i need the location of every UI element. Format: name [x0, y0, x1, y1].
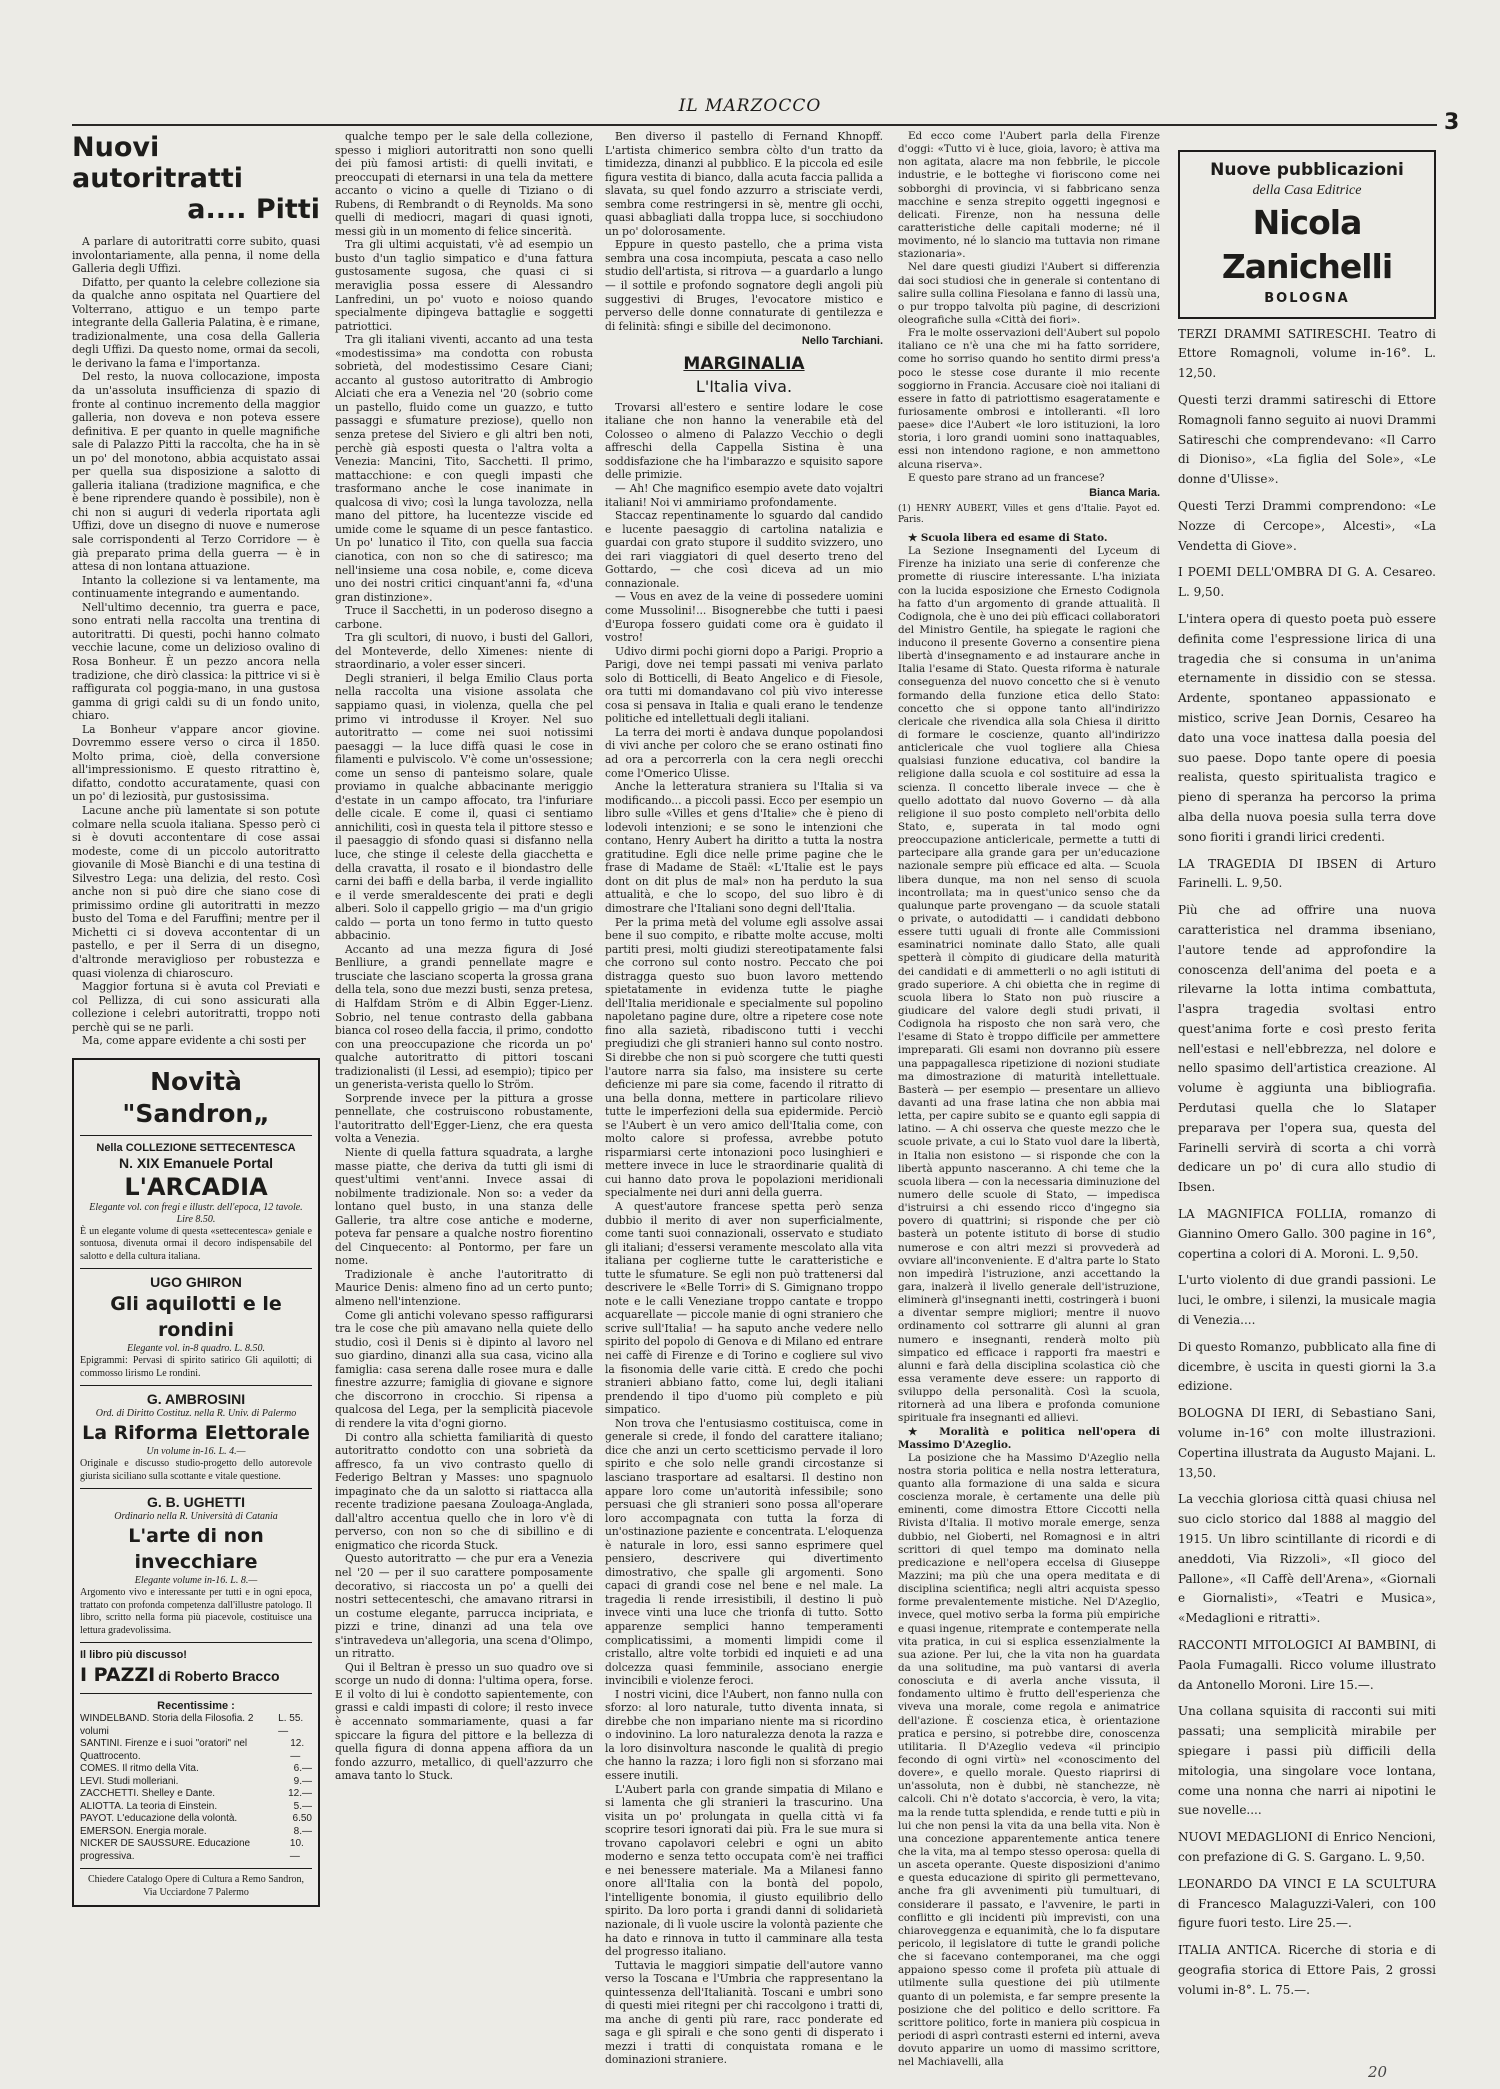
header-rule — [72, 124, 1437, 126]
ad-footer: Chiedere Catalogo Opere di Cultura a Remo Sandron, Via Ucciardone 7 Palermo — [87, 1874, 305, 1898]
list-item — [80, 1788, 312, 1801]
article-title-line-2: a.... Pitti — [187, 194, 320, 225]
list-item-price: 9.— — [293, 1775, 312, 1787]
paragraph: — Vous en avez de la veine di possedere uomini come Mussolini!... Bisognerebbe che tutti i paesi d'Europa fossero guidati come ora è guidato il vostro! — [605, 590, 883, 645]
ad-author: UGO GHIRON — [150, 1274, 242, 1291]
ad-book-text: Epigrammi: Pervasi di spirito satirico Gli aquilotti; di commosso lirismo Le rondini. — [80, 1355, 312, 1379]
ad-book-text: È un elegante volume di questa «settecentesca» geniale e sontuosa, divenuta ormai il decoro indispensabile del salotto e della cultura italiana. — [80, 1225, 312, 1262]
column-3 — [605, 130, 883, 2067]
list-item — [80, 1826, 312, 1839]
list-item — [80, 1801, 312, 1814]
list-item — [80, 1713, 312, 1738]
paragraph: Per la prima metà del volume egli assolve assai bene il suo compito, e ribatte molte accuse, molti partiti presi, molti giudizi stereotipatamente falsi che corrono sul conto nostro. Peccato che poi distragga questo suo buon lavoro mettendo spietatamente in evidenza tutte le piaghe dell'Italia meridionale e specialmente sul popolino napoletano pagine dure, oltre a ripetere cose note fino alla sazietà, ribadiscono tutti i vecchi pregiudizi che gli stranieri hanno sul conto nostro. Si direbbe che non si può scorgere che tutti questi l'autore narra sia falso, ma insistere su certe deficienze mi pare sia come, facendo il ritratto di una bella donna, mettere in particolare rilievo tutte le imperfezioni della sua epidermide. Perciò se l'Aubert è un vero amico dell'Italia come, con molto calore si professa, avrebbe potuto risparmiarsi certe intonazioni poco lusinghieri e mettere invece in luce le straordinarie qualità di cui hanno dato prova le popolazioni meridionali specialmente nei duri anni della guerra. — [605, 915, 883, 1200]
book-description: Più che ad offrire una nuova caratteristica nel dramma ibseniano, l'autore tende ad approfondire la conoscenza dell'anima del poeta e a rilevarne la lotta intima combattuta, l'aspra tragedia svoltasi entro quest'anima forte e così presto ferita nell'estasi e nell'ebbrezza, nel dolore e nello spasimo dell'artistica creazione. Al volume è aggiunta una bibliografia. Perdutasi quella che lo Slataper preparava per l'opera sua, questa del Farinelli servirà di scorta a chi vorrà dedicare un po' di cura allo studio di Ibsen. — [1178, 903, 1436, 1195]
paragraph: Non trova che l'entusiasmo costituisca, come in generale si crede, il fondo del carattere italiano; dice che anzi un certo scetticismo pervade il loro spirito e che solo nelle grandi circostanze si lasciano trasportare ad esaltarsi. Il destino non appare loro come un'autorità infessibile; sono persuasi che gli stranieri sono possa all'operare loro accompagnata con tutta la forza di un'ostinazione paziente e concentrata. L'eloquenza è naturale in loro, essi sanno esprimere quel pensiero, descrivere qui divertimento dimostrativo, che spalle gli argomenti. Sono capaci di grandi cose nel bene e nel male. La tragedia li rende irresistibili, il destino li può invece vinti una luce che trionfa di tutto. Sotto apparenze semplici hanno temperamenti complicatissimi, a momenti limpidi come il cristallo, altre volte torbidi ed inquieti e ad una dolcezza quasi femminile, associano energie invincibili e violenze feroci. — [605, 1416, 883, 1688]
paragraph: Accanto ad una mezza figura di José Benlliure, a grandi pennellate magre e trusciate che lasciano scoperta la grossa grana della tela, sono due mezzi busti, senza pretesa, di Halfdam Ström e di Albin Egger-Lienz. Sobrio, nel tenue contrasto della gabbana bianca col roseo della faccia, il primo, condotto con una preoccupazione che ricorda un po' qualche autoritratto di pittori toscani tradizionalisti (il Lessi, ad esempio); tipico per un generista-verista quello lo Ström. — [335, 942, 593, 1092]
paragraph: Staccaz repentinamente lo sguardo dal candido e lucente paesaggio di cartolina natalizia e guardai con grato stupore il suddito svizzero, uno dei rari viaggiatori di quel deserto treno del Gottardo, — che così diceva ad un mio connazionale. — [605, 509, 883, 590]
list-item-title: WINDELBAND. Storia della Filosofia. 2 volumi — [80, 1713, 254, 1737]
list-item-title: ALIOTTA. La teoria di Einstein. — [80, 1800, 218, 1812]
divider — [80, 1385, 312, 1386]
ad-book-title: Gli aquilotti e le rondini — [110, 1293, 282, 1342]
list-item-price: 8.— — [293, 1825, 312, 1837]
paragraph: Anche la letteratura straniera su l'Italia si va modificando... a piccoli passi. Ecco per esempio un libro sulle «Villes et gens d'Italie» che è pieno di lodevoli intenzioni; e se sono le intenzioni che contano, Henry Aubert ha diritto a tutta la nostra gratitudine. Egli dice nelle prime pagine che le frase di Madame de Staël: «L'Italie est le pays dont on dit plus de mal» non ha perduto la sua attualità, e che lo scopo, del suo libro è di dimostrare che l'Italiani sono degni dell'Italia. — [605, 780, 883, 915]
ad-author-role: Ordinario nella R. Università di Catania — [114, 1511, 278, 1523]
ad-author: G. B. UGHETTI — [147, 1494, 245, 1511]
publisher-name: Nicola Zanichelli — [1221, 202, 1393, 286]
book-listing: TERZI DRAMMI SATIRESCHI. Teatro di Ettore Romagnoli, volume in-16°. L. 12,50. — [1178, 326, 1436, 381]
list-item — [80, 1738, 312, 1763]
ad-recent-list — [80, 1713, 312, 1863]
book-description: Questi Terzi Drammi comprendono: «Le Nozze di Cercope», Alcesti», «La Vendetta di Giove». — [1178, 498, 1436, 553]
paragraph: — Ah! Che magnifico esempio avete dato vojaltri italiani! Noi vi ammiriamo profondamente. — [605, 482, 883, 509]
paragraph: Tra gli ultimi acquistati, v'è ad esempio un busto d'un taglio simpatico e d'una fattura gustosamente sugosa, che quasi ci si meraviglia possa essere di Alessandro Lanfredini, un po' vuoto e noioso quando specialmente dipingeva battaglie e soggetti patriottici. — [335, 238, 593, 333]
ad-book-text: Originale e discusso studio-progetto dello autorevole giurista siciliano sulla scottante e vitale questione. — [80, 1458, 312, 1482]
book-listing: ITALIA ANTICA. Ricerche di storia e di geografia storica di Ettore Pais, 2 grossi volumi in-8°. L. 75.—. — [1178, 1943, 1436, 1997]
list-item-title: NICKER DE SAUSSURE. Educazione progressiva. — [80, 1838, 251, 1862]
list-item-price: 6.50 — [292, 1813, 312, 1825]
column-1 — [72, 130, 320, 1907]
ad-tagline: Il libro più discusso! — [80, 1649, 187, 1662]
paragraph: A parlare di autoritratti corre subito, quasi involontariamente, alla penna, il nome della Galleria degli Uffizi. — [72, 235, 320, 276]
paragraph: Trovarsi all'estero e sentire lodare le cose italiane che non hanno la venerabile età del Colosseo o almeno di Palazzo Vecchio o degli affreschi della Cappella Sistina è una soddisfazione che ha l'imbarazzo e squisito sapore delle primizie. — [605, 400, 883, 482]
book-description: L'urto violento di due grandi passioni. Le luci, le ombre, i silenzi, la musicale magia di Venezia.... — [1178, 1273, 1436, 1328]
book-description: L'intera opera di questo poeta può essere definita come l'espressione lirica di una tragedia che si consuma in un'anima eternamente in dissidio con se stessa. Ardente, spontaneo appassionato e mistico, scrive Jean Dornis, Cesareo ha dato una voce inattesa dalla poesia del suo paese. Dopo tante opere di poesia realista, questo spiritualista tragico e pieno di speranza ha percorso la prima alba della nuova poesia sulla terra dove sono fioriti i grandi lirici credenti. — [1178, 611, 1436, 844]
section-heading: MARGINALIA — [683, 353, 805, 374]
paragraph: La Bonheur v'appare ancor giovine. Dovremmo essere verso o circa il 1850. Molto prima, cioè, della conversione all'impressionismo. E questo ritrattino è, difatto, condotto accuratamente, quasi con un po' di leziosità, pur gustosissima. — [72, 722, 320, 804]
paragraph: Eppure in questo pastello, che a prima vista sembra una cosa incompiuta, pescata a caso nello studio dell'artista, si ritrova — a guardarlo a lungo — il sottile e profondo sognatore degli angoli più suggestivi di Bruges, l'evocatore mistico e perverso delle donne connaturate di gentilezza e di felinità: sfingi e sibille del decimonono. — [605, 238, 883, 333]
ad-number: N. XIX — [118, 1154, 160, 1171]
paragraph: qualche tempo per le sale della collezione, spesso i migliori autoritratti non sono quelli dei più famosi artisti: di quelli invitati, e preoccupati di eternarsi in una tela da mettere accanto o vicino a quelle di Tiziano o di Rubens, di Rembrandt o di Reynolds. Ma sono quelli di mediocri, magari di quasi ignoti, messi giù in un momento di felice sincerità. — [335, 130, 593, 238]
paragraph: Tuttavia le maggiori simpatie dell'autore vanno verso la Toscana e l'Umbria che rappresentano la quintessenza dell'Italianità. Toscani e umbri sono di questi miei ritegni per chi raccolgono i tratti di, ma anche di genti più rare, racc ponderate ed saga e gli spirali e che sono genti di disperato i mezzi i tratti di conquistata romana e le dominazioni straniere. — [605, 1958, 883, 2067]
paragraph: La Sezione Insegnamenti del Lyceum di Firenze ha iniziato una serie di conferenze che promette di riuscire interessante. L'ha iniziata con la lucida esposizione che Ernesto Codignola ha fatto d'un argomento di grande attualità. Il Codignola, che è uno dei più efficaci collaboratori del Ministro Gentile, ha spiegate le ragioni che inducono il presente Governo a consentire piena libertà d'insegnamento e ad instaurare anche in Italia l'esame di Stato. Questa riforma è naturale conseguenza del nuovo concetto che si è venuto formando della funzione etica dello Stato: concetto che si oppone tanto all'indirizzo clericale che rivendica alla sola Chiesa il diritto di formare le coscienze, quanto all'indirizzo anticlericale che vuol togliere alla Chiesa qualsiasi funzione educativa, col bandire la religione dalla scuola e col sostituire ad essa la scienza. Il concetto liberale invece — che è quello adottato dal nuovo Governo — dà alla religione il suo posto completo nell'orbita dello Stato, e, superata in tal modo ogni preoccupazione anticlericale, permette a tutti di partecipare alla grande gara per un'educazione nazionale sempre più efficace ed alta. — Scuola libera dunque, ma non nel senso di scuola incontrollata; ma in quest'unico senso che da qualunque parte provengano — da scuole statali o private, o autodidatti — i candidati debbono essere tutti uguali di fronte alle Commissioni esaminatrici nominate dallo Stato, alle quali spetterà il còmpito di giudicare della maturità dei candidati e di ammetterli o no agli istituti di grado superiore. A chi obietta che in regime di scuola libera lo Stato non può riuscire a giudicare del valore degli studi privati, il Codignola ha risposto che non sarà vero, che l'esame di Stato è troppo difficile per ammettere impreparati. Gli esami non dovranno più essere una pappagallesca ripetizione di nozioni studiate ma dimostrazione di maturità intellettuale. Basterà — per esempio — presentare un allievo davanti ad una frase latina che non abbia mai letta, per capire subito se e quanto egli sappia di latino. — A chi osserva che queste mezzo che le scuole private, a cui lo Stato vuol dare la libertà, in Italia non esistono — si risponde che con la libertà appunto nasceranno. A chi teme che la scuola libera — con la necessaria diminuzione del numero delle scuole di Stato, — impedisca d'istruirsi a chi essendo ricco d'ingegno sia povero di quattrini; si risponde che per ciò basterà un potente istituto di borse di studio numerose e con altri mezzi si provvederà ad ovviare all'inconveniente. E d'altra parte lo Stato non impedirà l'istruzione, anzi accettando la gara, inalzerà il livello generale dell'istruzione, eliminerà gl'insegnanti inetti, costringerà i buoni a diventar sempre migliori; mentre il nuovo ordinamento col sottrarre gli alunni al gran numero e insegnanti, renderà molto più simpatico ed efficace i rapporti fra maestri e alunni e farà della disciplina scolastica ciò che essa veramente deve essere: un rapporto di sviluppo della personalità. Così la scuola, ritornerà ad una libera e profonda comunione spirituale fra insegnanti ed allievi. — [898, 545, 1160, 1425]
divider — [80, 1642, 312, 1643]
news-heading: ★ Scuola libera ed esame di Stato. — [908, 531, 1108, 544]
author-signature: Nello Tarchiani. — [801, 335, 883, 348]
list-item-price: L. 55.— — [278, 1713, 304, 1737]
list-item-price: 10.— — [289, 1838, 304, 1862]
paragraph: Sorprende invece per la pittura a grosse pennellate, che costruiscono robustamente, l'autoritratto dell'Egger-Lienz, che era questa volta a Venezia. — [335, 1091, 593, 1146]
list-item — [80, 1763, 312, 1776]
handwritten-note: 20 — [1368, 2063, 1388, 2081]
paragraph: Tra gli italiani viventi, accanto ad una testa «modestissima» ma condotta con robusta sobrietà, del modestissimo Cesare Ciani; accanto al gustoso autoritratto di Ambrogio Alciati che era a Venezia nel '20 (sobrio come un pastello, fluido come un guazzo, e tutto passaggi e sfumature preziose), quello non senza pretese del Siviero e gli altri ben noti, perchè già esposti questa o l'altra volta a Venezia: Mancini, Tito, Sacchetti. Il primo, mattacchione: e con quegli impasti che trasformano anche le cose inanimate in qualcosa di vivo; così la lunga tavolozza, nella mano del pittore, ha lucentezze viscide ed umide come le squame di un pesce fantastico. Un po' lunatico il Tito, con quella sua faccia cianotica, con non so che di satiresco; ma nell'insieme una cosa nobile, e, come diceva uno dei nostri critici cinquant'anni fa, «d'una gran distinzione». — [335, 333, 593, 604]
ad-author-name: Emanuele Portal — [163, 1154, 274, 1171]
list-item-title: LEVI. Studi molleriani. — [80, 1775, 179, 1787]
list-item-title: PAYOT. L'educazione della volontà. — [80, 1813, 238, 1825]
divider — [80, 1488, 312, 1489]
paragraph: Nell'ultimo decennio, tra guerra e pace, sono entrati nella raccolta una trentina di autoritratti. Di questi, pochi hanno colmato vecchie lacune, come un delizioso ovalino di Rosa Bonheur. È un pezzo ancora nella tradizione, che dirò classica: la pittrice vi si è raffigurata col poggia-mano, in una gustosa gamma di grigi caldi su di un fondo unito, chiaro. — [72, 600, 320, 723]
paragraph: Lacune anche più lamentate si son potute colmare nella scuola italiana. Spesso però ci si è dovuti accontentare di cose assai modeste, come di un piccolo autoritratto giovanile di Mosè Bianchi e di una testina di Silvestro Lega: una delizia, del resto. Così anche non si può dire che siano cose di primissimo ordine gli autoritratti in mezzo busto del Toma e del Faruffini; mentre per il Michetti ci si doveva accontentar di un pastello, e per il Serra di un disegno, d'altronde meraviglioso per robustezza e quasi violenza di chiaroscuro. — [72, 803, 320, 980]
publisher-box — [1178, 150, 1436, 319]
article-title-line-1: Nuovi autoritratti — [72, 132, 243, 194]
paragraph: Tradizionale è anche l'autoritratto di Maurice Denis: almeno fino ad un certo punto; almeno nell'intenzione. — [335, 1267, 593, 1309]
list-item-title: EMERSON. Energia morale. — [80, 1825, 207, 1837]
paragraph: Maggior fortuna si è avuta col Previati e col Pellizza, di cui sono assicurati alla collezione i celebri autoritratti, troppo noti perchè qui se ne parli. — [72, 980, 320, 1034]
paragraph: La terra dei morti è andava dunque popolandosi di vivi anche per coloro che se erano ostinati fino ad ora a percorrerla con la cera negli orecchi come l'Omerico Ulisse. — [605, 725, 883, 780]
paragraph: Difatto, per quanto la celebre collezione sia da qualche anno ospitata nel Quartiere del Volterrano, attiguo e un tempo parte integrante della Galleria Palatina, è e rimane, tradizionalmente, una cosa della Galleria degli Uffizi. Da questo nome, ormai da secoli, le derivano la fama e l'importanza. — [72, 275, 320, 370]
ad-book-title: L'arte di non invecchiare — [128, 1525, 264, 1574]
paragraph: Udivo dirmi pochi giorni dopo a Parigi. Proprio a Parigi, dove nei tempi passati mi veniva parlato solo di Botticelli, di Beato Angelico e di Fiesole, ora tutti mi domandavano col più vivo interesse cosa si pensava in Italia e quali erano le tendenze politiche ed intellettuali degli italiani. — [605, 644, 883, 726]
book-listing: LEONARDO DA VINCI E LA SCULTURA di Francesco Malaguzzi-Valeri, con 100 figure fuori testo. Lire 25.—. — [1178, 1876, 1436, 1931]
list-item-price: 6.— — [293, 1763, 312, 1775]
footnote: (1) HENRY AUBERT, Villes et gens d'Italie. Payot ed. Paris. — [898, 503, 1160, 525]
ad-book-desc: Elegante vol. con fregi e illustr. dell'epoca, 12 tavole. Lire 8.50. — [89, 1201, 303, 1225]
publisher-subline: della Casa Editrice — [1252, 183, 1362, 198]
section-subtitle: L'Italia viva. — [695, 376, 793, 396]
paragraph: Qui il Beltran è presso un suo quadro ove si scorge un nudo di donna: l'ultima opera, forse. E il volto di lui è condotto sapientemente, con grassi e caldi impasti di colore; il resto invece è accennato sommariamente, quasi a far spiccare la figura del pittore e la bellezza di quella figura di donna appena affiora da un fondo azzurro, metallico, di quell'azzurro che amava tanto lo Stuck. — [335, 1660, 593, 1783]
paragraph: Ed ecco come l'Aubert parla della Firenze d'oggi: «Tutto vi è luce, gioia, lavoro; è attiva ma non agitata, alacre ma non febbrile, le piccole industrie, e le botteghe vi fioriscono come nei sobborghi di provincia, vi si fabbricano senza macchine e senza strepito oggetti ingegnosi e delicati. Firenze, non ha nessuna delle caratteristiche delle capitali moderne; né il movimento, né lo slancio ma tuttavia non rimane stazionaria». — [898, 130, 1160, 261]
paragraph: A quest'autore francese spetta però senza dubbio il merito di aver non superficialmente, come tanti suoi connazionali, osservato e studiato gli italiani; d'essersi veramente mescolato alla vita italiana per coglierne tutte le caratteristiche e tutte le sfumature. Se egli non può trattenersi dal descrivere le «Belle Torri» di S. Gimignano troppo note e le calli Veneziane troppo cantate e troppo acquarellate — piccole manie di ogni straniero che scrive sull'Italia! — ha saputo anche vedere nello spirito del popolo di Genova e di Milano ed entrare nei caffè di Firenze e di Torino e cogliere sul vivo la fisonomia delle varie città. E credo che pochi stranieri abbiano fatto, come lui, degli italiani prendendo il tipo d'uomo più completo e più simpatico. — [605, 1200, 883, 1417]
paragraph: Niente di quella fattura squadrata, a larghe masse piatte, che deriva da tutti gli ismi di quest'ultimi vent'anni. Invece assai di nobilmente tradizionale. Non so: a veder da lontano quel busto, in una stanza delle Gallerie, tra altre cose antiche e moderne, poteva far pensare a qualche nostro fiorentino del Cinquecento: al Pontormo, per fare un nome. — [335, 1146, 593, 1268]
paragraph: Nel dare questi giudizi l'Aubert si differenzia dai soci studiosi che in generale si contentano di salire sulla collina Fiesolana e fanno di lassù una, o pur troppo talvolta più pagine, di descrizioni oleografiche sulla «Città dei fiori». — [898, 261, 1160, 326]
publisher-headline: Nuove pubblicazioni — [1210, 160, 1404, 180]
news-heading: ★ Moralità e politica nell'opera di Massimo D'Azeglio. — [898, 1425, 1160, 1451]
list-item-title: COMES. Il ritmo della Vita. — [80, 1763, 199, 1775]
ad-book-title: L'ARCADIA — [124, 1172, 268, 1201]
author-signature: Bianca Maria. — [1089, 486, 1160, 499]
list-item-title: ZACCHETTI. Shelley e Dante. — [80, 1788, 216, 1800]
paragraph: Truce il Sacchetti, in un poderoso disegno a carbone. — [335, 604, 593, 631]
book-listing: I POEMI DELL'OMBRA DI G. A. Cesareo. L. 9,50. — [1178, 565, 1436, 600]
paragraph: Ben diverso il pastello di Fernand Khnopff. L'artista chimerico sembra còlto d'un tratto da timidezza, dinanzi al pubblico. E la piccola ed esile figura vestita di bianco, dalla acuta faccia pallida a slavata, su quel fondo azzurro a strisciate verdi, sembra come restringersi in sè, mentre gli occhi, quasi abbagliati dalla troppa luce, si socchiudono un po' dolorosamente. — [605, 130, 883, 238]
book-listing: RACCONTI MITOLOGICI AI BAMBINI, di Paola Fumagalli. Ricco volume illustrato da Antonello Moroni. Lire 15.—. — [1178, 1638, 1436, 1692]
divider — [80, 1268, 312, 1269]
book-description: Una collana squisita di racconti sui miti passati; una semplicità mirabile per spiegare i passi più difficili della mitologia, una singolare voce lontana, come una nonna che narri ai nipotini le sue novelle.... — [1178, 1704, 1436, 1818]
paragraph: Come gli antichi volevano spesso raffigurarsi tra le cose che più amavano nella quiete dello studio, così il Denis si è dipinto al lavoro nel suo giardino, dinanzi alla sua casa, vicino alla famiglia: casa serena dalle rosee mura e dalle finestre azzurre; famiglia di giovane e signore che discorrono in crocchio. Si ripensa a qualcosa del Lega, per la semplicità piacevole di rendere la vita d'ogni giorno. — [335, 1308, 593, 1430]
divider — [80, 1135, 312, 1136]
ad-author: G. AMBROSINI — [146, 1391, 246, 1408]
paragraph: E questo pare strano ad un francese? — [908, 471, 1105, 484]
book-listing: NUOVI MEDAGLIONI di Enrico Nencioni, con prefazione di G. S. Gargano. L. 9,50. — [1178, 1830, 1436, 1864]
list-item-price: 5.— — [293, 1800, 312, 1812]
ad-book-title: La Riforma Elettorale — [82, 1422, 310, 1445]
running-head: IL MARZOCCO — [678, 96, 822, 116]
book-description: Questi terzi drammi satireschi di Ettore Romagnoli fanno seguito ai nuovi Drammi Satireschi che comprendevano: «Il Carro di Dioniso», «La figlia del Sole», «Le donne d'Ulisse». — [1178, 392, 1436, 487]
ad-book-text: Argomento vivo e interessante per tutti e in ogni epoca, trattato con profonda competenza dall'illustre patologo. Il libro, scritto nella forma più piacevole, costituisce una lettura gradevolissima. — [80, 1587, 312, 1636]
paragraph: Questo autoritratto — che pur era a Venezia nel '20 — per il suo carattere pomposamente decorativo, si riaccosta un po' a quelli dei nostri settecenteschi, che amavano ritrarsi in un costume elegante, parrucca incipriata, e pizzi e trine, dinanzi ad una tela ove s'intravedeva un'allegoria, una scena d'Olimpo, un ritratto. — [335, 1552, 593, 1661]
list-item — [80, 1838, 312, 1863]
book-description: La vecchia gloriosa città quasi chiusa nel suo ciclo storico dal 1888 al maggio del 1915. Un libro scintillante di ricordi e di aneddoti, Via Rizzoli», «Il gioco del Pallone», «Il Caffè dell'Arena», «Giornali e Giornalisti», «Teatri e Musica», «Medaglioni e ritratti». — [1178, 1492, 1436, 1626]
list-item-title: SANTINI. Firenze e i suoi "oratori" nel Quattrocento. — [80, 1738, 248, 1762]
list-item — [80, 1776, 312, 1789]
ad-headline: Novità "Sandron„ — [122, 1066, 270, 1128]
list-item — [80, 1813, 312, 1826]
sandron-advertisement — [72, 1058, 320, 1908]
ad-series: Nella COLLEZIONE SETTECENTESCA — [96, 1141, 296, 1154]
ad-author — [80, 1155, 312, 1172]
paragraph: Del resto, la nuova collocazione, imposta da un'assoluta insufficienza di spazio di fronte al continuo incremento della maggior galleria, non doveva e non poteva essere definitiva. E per quanto in quelle magnifiche sale di Palazzo Pitti la raccolta, che ha in sè un po' del monotono, abbia acquistato assai per quella sua disposizione a salotto di galleria italiana (tradizione magnifica, e che è bene riprendere quando è possibile), non è chi non si auguri di vederla riportata agli Uffizi, dove un disegno di nuove e numerose sale corrispondenti al Terzo Corridore — è già preparato prima della guerra — è in attesa di non lontana attuazione. — [72, 370, 320, 574]
ad-recent-heading: Recentissime : — [157, 1700, 235, 1713]
paragraph: La posizione che ha Massimo D'Azeglio nella nostra storia politica e nella nostra letteratura, quanto alla formazione di una salda e sicura coscienza morale, è certamente una delle più eminenti, come dimostra Ettore Ciccotti nella Rivista d'Italia. Il motivo morale emerge, senza dubbio, nel Gioberti, nel Romagnosi e in altri scrittori di quel tempo ma dominato nella predicazione e nell'opera eccelsa di Giuseppe Mazzini; ma più che una opera meditata e di disciplina scientifica; negli altri acquista spesso forme prevalentemente mistiche. Nel D'Azeglio, invece, quel motivo serba la forma più empiriche e quasi ingenue, ritemprate e contemperate nella vita pratica, in cui si esplica essenzialmente la sua azione. Per lui, che la vita non ha guardata da una solitudine, ma può vantarsi di averla conosciuta e di averla anche vissuta, il fondamento ultimo è frutto dell'esperienza che viveva una morale, come regola e animatrice dell'azione. È coscienza etica, è orientazione pratica e persino, si potrebbe dire, conoscenza utilitaria. Il D'Azeglio vedeva «il principio fecondo di ogni virtù» nel «conoscimento del dovere», e quello morale. Questo riaprirsi di un'assoluta, non è dubbi, nè stanchezze, nè calcoli. Chi n'è dotato s'accorcia, è vero, la vita; ma la rende tutta splendida, e rende tutti e più in lui che non pensi la vita da una bella vita. Non è una concezione apparentemente antica tenere che la vita, ma al tempo stesso operosa: quella di un asceta operante. Queste disposizioni d'animo e questa educazione di spirito gli permettevano, anche fra gli avvenimenti più tumultuari, di considerare il passato, e l'avvenire, le parti in conflitto e gli incidenti più imprevisti, con una chiaroveggenza e equanimità, che lo fa disputare pericolo, il legislatore di tutte le grandi poliche che si facevano contemporanei, ma che oggi appaiono spesso come il profeta più attuale di utilmente sulla questione dei più utilmente quanto di un polemista, e far sempre presente la posizione che del politico e dello scrittore. Fa scrittore politico, forte in maniera più cospicua in periodi di asprì contrasti esterni ed interni, aveva dovuto apparire un uomo di massimo scrittore, nel Machiavelli, alla — [898, 1451, 1160, 2069]
column-5 — [1178, 150, 1436, 2008]
ad-book-desc: Elegante volume in-16. L. 8.— — [134, 1575, 258, 1587]
page-number: 3 — [1444, 110, 1460, 135]
column-2 — [335, 130, 593, 1783]
book-listing: LA MAGNIFICA FOLLIA, romanzo di Giannino Omero Gallo. 300 pagine in 16°, copertina a colori di A. Moroni. L. 9,50. — [1178, 1207, 1436, 1261]
book-listing: LA TRAGEDIA DI IBSEN di Arturo Farinelli. L. 9,50. — [1178, 856, 1436, 891]
paragraph: Tra gli scultori, di nuovo, i busti del Gallori, del Monteverde, dello Ximenes: niente di straordinario, a voler esser sinceri. — [335, 631, 593, 672]
paragraph: Intanto la collezione si va lentamente, ma continuamente integrando e aumentando. — [72, 573, 320, 601]
book-listing: BOLOGNA DI IERI, di Sebastiano Sani, volume in-16° con molte illustrazioni. Copertina illustrata da Augusto Majani. L. 13,50. — [1178, 1406, 1436, 1480]
article-title — [72, 132, 320, 225]
column-4 — [898, 130, 1160, 2069]
divider — [80, 1693, 312, 1694]
ad-book-desc: Elegante vol. in-8 quadro. L. 8.50. — [127, 1343, 265, 1355]
ad-book-title: I PAZZI — [80, 1664, 156, 1687]
paragraph: Di contro alla schietta familiarità di questo autoritratto condotto con una sobrietà da affresco, fa un vivo contrasto quello di Federigo Beltran y Masses: uno spagnuolo impaginato che da un salotto si riattacca alla recente tradizione paesana Zouloaga-Anglada, dall'altro accentua quello che in loro v'è di perverso, con non so che di sibillino e di enigmatico che ricorda Stuck. — [335, 1430, 593, 1552]
paragraph: Degli stranieri, il belga Emilio Claus porta nella raccolta una visione assolata che sappiamo quasi, in violenza, quella che pel primo vi introdusse il Kroyer. Nel suo autoritratto — come nei suoi notissimi paesaggi — la luce diffà quasi le cose in filamenti e pulviscolo. V'è come un'ossessione; come un senso di panteismo solare, quale proviamo in qualche abbacinante meriggio d'estate in un campo affocato, tra l'infuriare delle cicale. E come il, quasi ci sentiamo annichiliti, così in questa tela il pittore stesso e il paesaggio di sfondo quasi si disfanno nella luce, che stinge il celeste della giacchetta e della cravatta, il rosato e il biondastro delle carni dei baffi e della barba, il verde ingiallito e il verde smeraldescente dei prati e degli alberi. Solo il cappello grigio — ma d'un grigio caldo — porta un tono fermo in tutto questo abbacinio. — [335, 671, 593, 943]
divider — [80, 1868, 312, 1869]
publisher-city: BOLOGNA — [1264, 290, 1350, 306]
paragraph: I nostri vicini, dice l'Aubert, non fanno nulla con sforzo: al loro naturale, tutto diventa innata, si direbbe che non impariano niente ma si ricordino o indovinino. La loro naturalezza denota la razza e la loro disinvoltura nasconde le qualità di pregio che hanno la razza; i loro figli non si sforzano mai essere inutili. — [605, 1687, 883, 1782]
ad-book-desc: Un volume in-16. L. 4.— — [146, 1446, 246, 1458]
list-item-price: 12.— — [288, 1788, 312, 1800]
list-item-price: 12.— — [290, 1738, 305, 1762]
book-description: Di questo Romanzo, pubblicato alla fine di dicembre, è uscita in questi giorni la 3.a edizione. — [1178, 1339, 1436, 1394]
ad-author-role: Ord. di Diritto Costituz. nella R. Univ. di Palermo — [95, 1408, 297, 1420]
paragraph: Fra le molte osservazioni dell'Aubert sul popolo italiano ce n'è una che mi ha fatto sorridere, come ho sorriso quando ho sentito dirmi press'a poco le stesse cose durante il mio recente soggiorno in Francia. Accusare cioè noi italiani di essere in fatto di patriottismo esageratamente e furiosamente ombrosi e intolleranti. «Il loro paese» dice l'Aubert «le loro istituzioni, la loro storia, i loro grandi uomini sono inattaquables, essi non intendono ragione, e non ammettono alcuna riserva». — [898, 327, 1160, 471]
ad-author-name: di Roberto Bracco — [158, 1668, 280, 1685]
ad-pazzi — [80, 1662, 312, 1688]
paragraph: Ma, come appare evidente a chi sosti per — [82, 1034, 306, 1048]
paragraph: L'Aubert parla con grande simpatia di Milano e si lamenta che gli stranieri la trascurino. Una visita un po' prolungata in quella città vi fa scoprire tesori ignorati dai più. Fra le sue mura si trovano capolavori celebri e ogni un abito moderno e senza tetto occupata com'è nei traffici e nei benessere materiale. Ma a Milanesi fanno onore all'Italia con la bontà del popolo, l'intelligente bonomia, il giusto equilibrio dello spirito. Da loro porta i grandi danni di solidarietà nazionale, di lì vuole uscire la volontà paziente che ha dato e rinnova in tutto il camminare alla testa del progresso italiano. — [605, 1782, 883, 1959]
